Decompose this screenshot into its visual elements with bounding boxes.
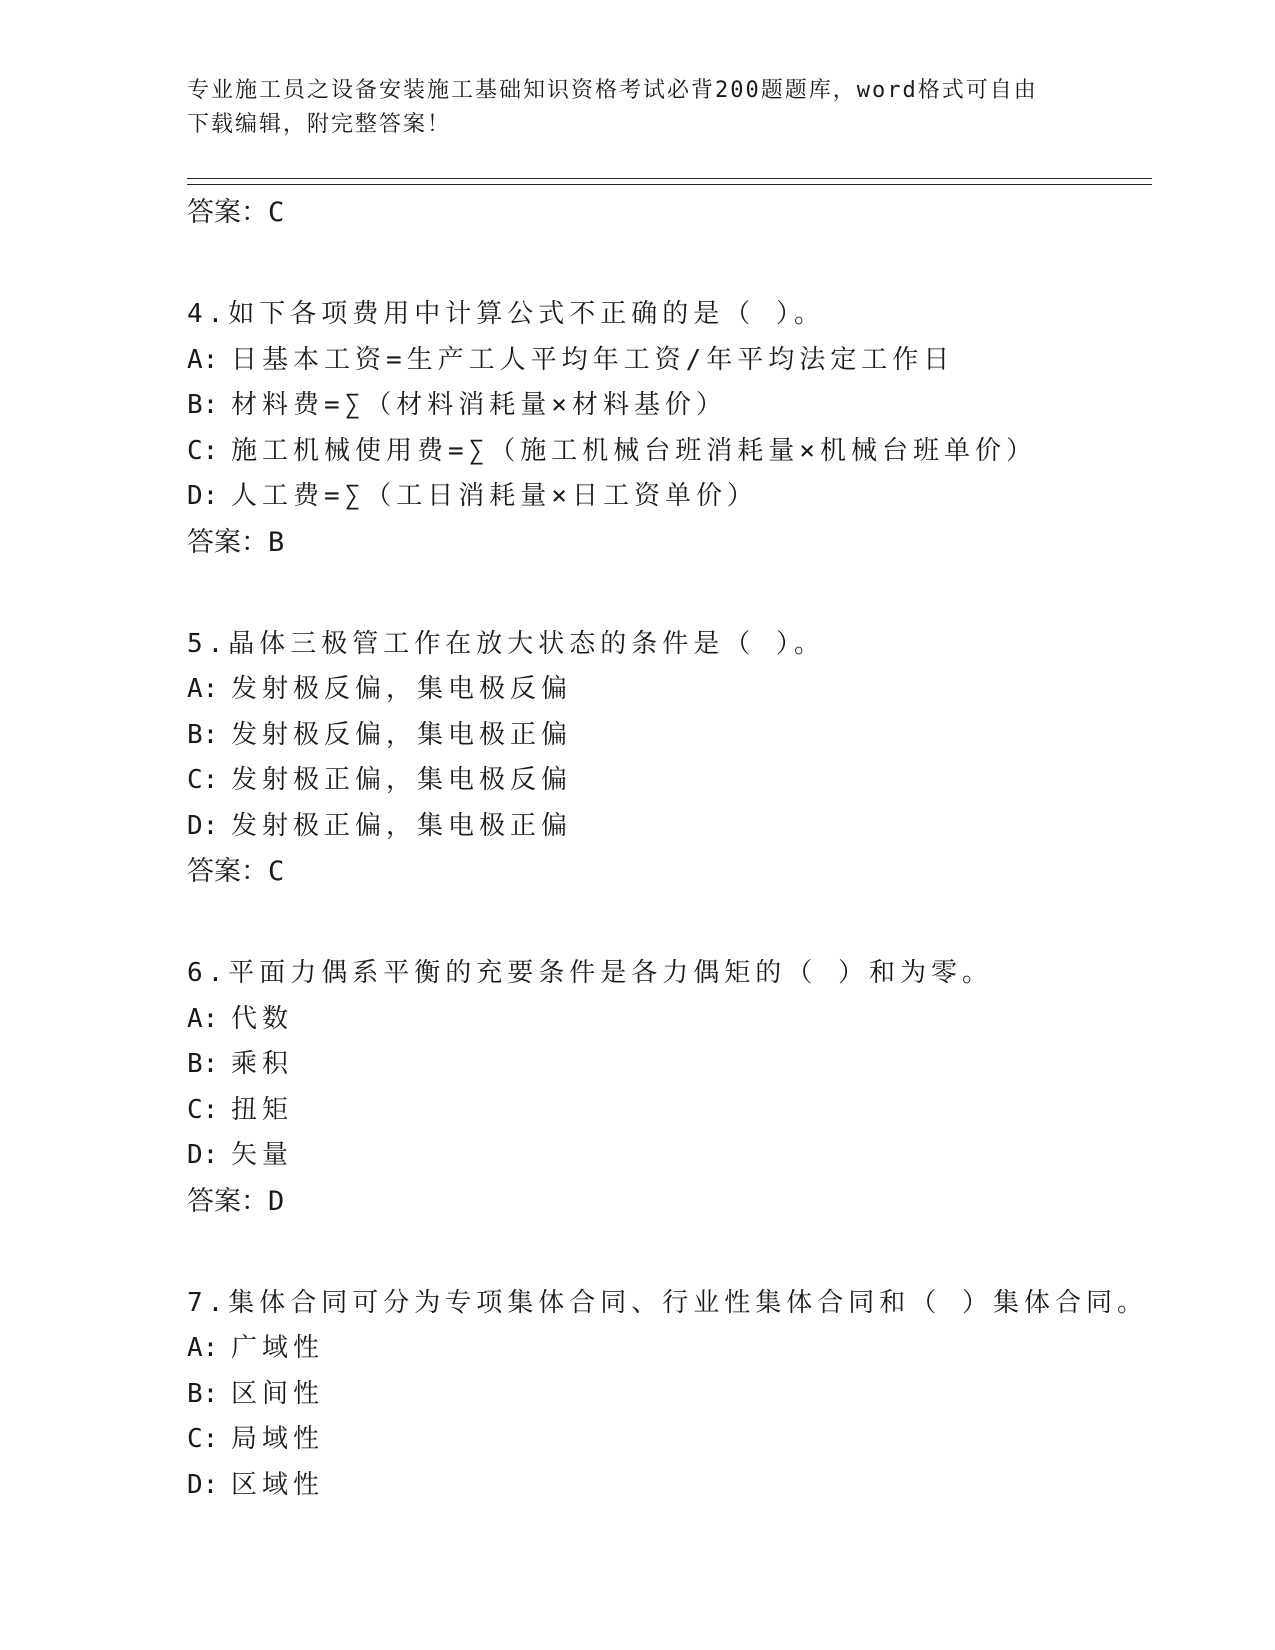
header-divider-top: [187, 178, 1152, 179]
option-letter: B:: [187, 390, 219, 420]
option-a: [187, 1326, 1152, 1372]
option-text: 发射极正偏，集电极正偏: [231, 810, 573, 841]
option-letter: A:: [187, 344, 219, 375]
option-text: 乘积: [231, 1049, 294, 1079]
option-d: [187, 1463, 1152, 1509]
document-header: [187, 74, 1087, 142]
question-6: [187, 951, 1152, 1225]
option-text: 材料费=∑（材料消耗量×材料基价）: [231, 390, 727, 420]
option-text: 区域性: [231, 1469, 325, 1500]
option-text: 局域性: [231, 1424, 325, 1454]
option-d: [187, 804, 1152, 850]
header-divider-bottom: [187, 184, 1152, 185]
answer-line: 答案：C: [187, 856, 285, 887]
question-list: [187, 190, 1152, 1508]
option-a: [187, 997, 1152, 1043]
option-letter: A:: [187, 1333, 219, 1363]
option-text: 发射极反偏，集电极正偏: [231, 719, 573, 750]
option-c: [187, 1417, 1152, 1463]
option-d: [187, 1133, 1152, 1179]
option-c: [187, 1088, 1152, 1134]
option-letter: C:: [187, 1094, 219, 1125]
option-text: 代数: [231, 1003, 294, 1034]
option-c: [187, 429, 1152, 475]
option-text: 人工费=∑（工日消耗量×日工资单价）: [231, 481, 758, 511]
option-text: 扭矩: [231, 1094, 294, 1125]
option-text: 广域性: [231, 1333, 325, 1363]
question-text: 7.集体合同可分为专项集体合同、行业性集体合同和（ ）集体合同。: [187, 1287, 1148, 1318]
question-4: [187, 292, 1152, 566]
option-letter: C:: [187, 435, 219, 466]
option-letter: D:: [187, 481, 219, 511]
option-d: [187, 474, 1152, 520]
question-text: 4.如下各项费用中计算公式不正确的是（ ）。: [187, 299, 825, 329]
option-letter: B:: [187, 1049, 219, 1079]
option-letter: A:: [187, 1003, 219, 1034]
option-a: [187, 667, 1152, 713]
question-5: [187, 622, 1152, 896]
option-letter: B:: [187, 719, 219, 750]
option-b: [187, 383, 1152, 429]
question-text: 6.平面力偶系平衡的充要条件是各力偶矩的（ ）和为零。: [187, 958, 993, 988]
option-b: [187, 1372, 1152, 1418]
option-text: 区间性: [231, 1378, 325, 1409]
option-letter: D:: [187, 1469, 219, 1500]
option-letter: C:: [187, 765, 219, 795]
option-text: 日基本工资=生产工人平均年工资/年平均法定工作日: [231, 344, 955, 375]
option-text: 矢量: [231, 1140, 294, 1170]
option-letter: D:: [187, 810, 219, 841]
option-text: 施工机械使用费=∑（施工机械台班消耗量×机械台班单价）: [231, 435, 1037, 466]
option-text: 发射极反偏，集电极反偏: [231, 674, 573, 704]
option-b: [187, 713, 1152, 759]
option-c: [187, 758, 1152, 804]
option-letter: C:: [187, 1424, 219, 1454]
question-7: [187, 1281, 1152, 1509]
option-b: [187, 1042, 1152, 1088]
answer-line: 答案：B: [187, 526, 285, 558]
option-text: 发射极正偏，集电极反偏: [231, 765, 573, 795]
option-letter: A:: [187, 674, 219, 704]
answer-line: 答案：C: [187, 197, 285, 228]
option-letter: D:: [187, 1140, 219, 1170]
header-line-1: 专业施工员之设备安装施工基础知识资格考试必背200题题库，word格式可自由: [187, 78, 1038, 103]
option-letter: B:: [187, 1378, 219, 1409]
header-line-2: 下载编辑，附完整答案！: [187, 112, 452, 137]
question-text: 5.晶体三极管工作在放大状态的条件是（ ）。: [187, 628, 825, 659]
option-a: [187, 338, 1152, 384]
answer-line: 答案：D: [187, 1185, 285, 1217]
